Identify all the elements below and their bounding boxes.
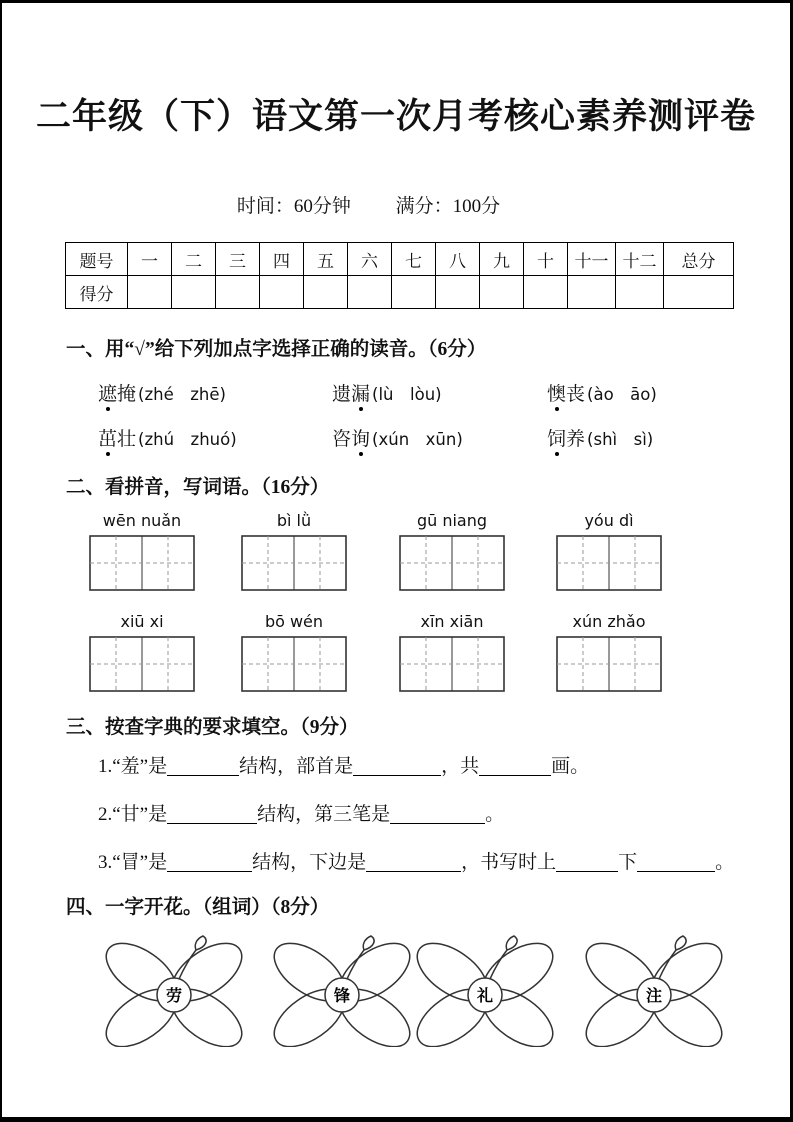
question-text: 结构，下边是: [252, 852, 367, 873]
score-col: 三: [216, 243, 260, 276]
pinyin-choices: (zhú zhuó): [138, 430, 237, 449]
word-flower-diagram[interactable]: [262, 935, 422, 1047]
pronunciation-item[interactable]: [98, 424, 237, 451]
score-table: [65, 242, 734, 309]
character: 遗: [332, 384, 352, 405]
score-row-label: 得分: [66, 276, 128, 309]
score-table-header-row: [66, 243, 734, 276]
score-col: 十: [524, 243, 568, 276]
flower-center-character: 注: [645, 988, 663, 1005]
dictionary-question-1: [98, 751, 589, 778]
pinyin-label: yóu dì: [584, 511, 634, 530]
word-flower-diagram[interactable]: [405, 935, 565, 1047]
score-cell[interactable]: [392, 276, 436, 309]
score-cell[interactable]: [480, 276, 524, 309]
section2-heading: 二、看拼音，写词语。（16分）: [66, 477, 330, 498]
score-col: 二: [172, 243, 216, 276]
score-cell[interactable]: [568, 276, 616, 309]
writing-grid[interactable]: [399, 535, 505, 591]
question-text: 画。: [551, 756, 590, 777]
writing-grid[interactable]: [399, 636, 505, 692]
question-text: ，书写时上: [461, 852, 557, 873]
score-table-score-row: [66, 276, 734, 309]
pinyin-label: xīn xiān: [420, 612, 484, 631]
score-col: 总分: [664, 243, 734, 276]
answer-blank[interactable]: [390, 804, 485, 824]
flower-center-character: 劳: [165, 988, 183, 1005]
question-text: 2.“甘”是: [98, 804, 168, 825]
time-limit: 时间：60分钟: [236, 196, 351, 217]
pinyin-label: gū niang: [416, 511, 488, 530]
question-text: ，共: [441, 756, 480, 777]
pronunciation-item[interactable]: [547, 379, 657, 406]
score-cell[interactable]: [616, 276, 664, 309]
dotted-character: 遮: [98, 379, 117, 406]
section3-heading: 三、按查字典的要求填空。（9分）: [66, 717, 359, 738]
answer-blank[interactable]: [637, 852, 715, 872]
question-text: 。: [715, 852, 735, 873]
dictionary-question-3: [98, 847, 734, 874]
pinyin-label: xiū xi: [120, 612, 164, 631]
answer-blank[interactable]: [366, 852, 461, 872]
writing-grid[interactable]: [556, 636, 662, 692]
answer-blank[interactable]: [556, 852, 618, 872]
writing-grid[interactable]: [89, 535, 195, 591]
dotted-character: 询: [351, 424, 370, 451]
score-cell[interactable]: [304, 276, 348, 309]
score-col: 六: [348, 243, 392, 276]
character: 养: [566, 429, 586, 450]
pronunciation-item[interactable]: [98, 379, 226, 406]
question-text: 。: [485, 804, 505, 825]
dotted-character: 漏: [351, 379, 370, 406]
score-cell[interactable]: [260, 276, 304, 309]
question-text: 1.“羞”是: [98, 756, 168, 777]
answer-blank[interactable]: [167, 852, 252, 872]
score-col: 八: [436, 243, 480, 276]
question-text: 结构，第三笔是: [257, 804, 391, 825]
pinyin-label: bì lǜ: [276, 511, 312, 530]
pinyin-label: wēn nuǎn: [102, 511, 182, 530]
flower-center-character: 锋: [333, 988, 351, 1005]
section4-heading: 四、一字开花。（组词）（8分）: [66, 897, 330, 918]
score-cell[interactable]: [348, 276, 392, 309]
pronunciation-item[interactable]: [547, 424, 653, 451]
answer-blank[interactable]: [167, 804, 257, 824]
exam-meta: [2, 191, 790, 218]
pinyin-choices: (xún xūn): [372, 430, 463, 449]
pinyin-label: xún zhǎo: [572, 612, 646, 631]
score-col: 七: [392, 243, 436, 276]
answer-blank[interactable]: [167, 756, 239, 776]
character: 壮: [117, 429, 137, 450]
pinyin-choices: (zhé zhē): [138, 385, 226, 404]
score-col: 五: [304, 243, 348, 276]
answer-blank[interactable]: [479, 756, 551, 776]
score-cell[interactable]: [216, 276, 260, 309]
pinyin-choices: (shì sì): [587, 430, 654, 449]
dotted-character: 懊: [547, 379, 566, 406]
score-cell[interactable]: [172, 276, 216, 309]
score-col: 十二: [616, 243, 664, 276]
score-col: 一: [128, 243, 172, 276]
character: 掩: [117, 384, 137, 405]
dictionary-question-2: [98, 799, 504, 826]
pronunciation-item[interactable]: [332, 379, 442, 406]
question-text: 3.“冒”是: [98, 852, 168, 873]
writing-grid[interactable]: [556, 535, 662, 591]
writing-grid[interactable]: [241, 535, 347, 591]
answer-blank[interactable]: [353, 756, 441, 776]
word-flower-diagram[interactable]: [574, 935, 734, 1047]
character: 咨: [332, 429, 352, 450]
score-cell[interactable]: [524, 276, 568, 309]
score-cell[interactable]: [128, 276, 172, 309]
writing-grid[interactable]: [241, 636, 347, 692]
full-score: 满分：100分: [395, 196, 501, 217]
character: 丧: [566, 384, 586, 405]
score-cell[interactable]: [664, 276, 734, 309]
score-col: 九: [480, 243, 524, 276]
pinyin-choices: (lù lòu): [372, 385, 442, 404]
pinyin-label: bō wén: [264, 612, 324, 631]
pronunciation-item[interactable]: [332, 424, 463, 451]
score-cell[interactable]: [436, 276, 480, 309]
score-col: 十一: [568, 243, 616, 276]
score-col: 四: [260, 243, 304, 276]
pinyin-choices: (ào āo): [587, 385, 657, 404]
dotted-character: 饲: [547, 424, 566, 451]
score-table-corner: 题号: [66, 243, 128, 276]
word-flower-diagram[interactable]: [94, 935, 254, 1047]
writing-grid[interactable]: [89, 636, 195, 692]
question-text: 结构，部首是: [239, 756, 354, 777]
section1-heading: 一、用“√”给下列加点字选择正确的读音。（6分）: [66, 339, 487, 360]
dotted-character: 茁: [98, 424, 117, 451]
page-title: 二年级（下）语文第一次月考核心素养测评卷: [35, 97, 756, 136]
question-text: 下: [618, 852, 638, 873]
flower-center-character: 礼: [476, 988, 494, 1005]
